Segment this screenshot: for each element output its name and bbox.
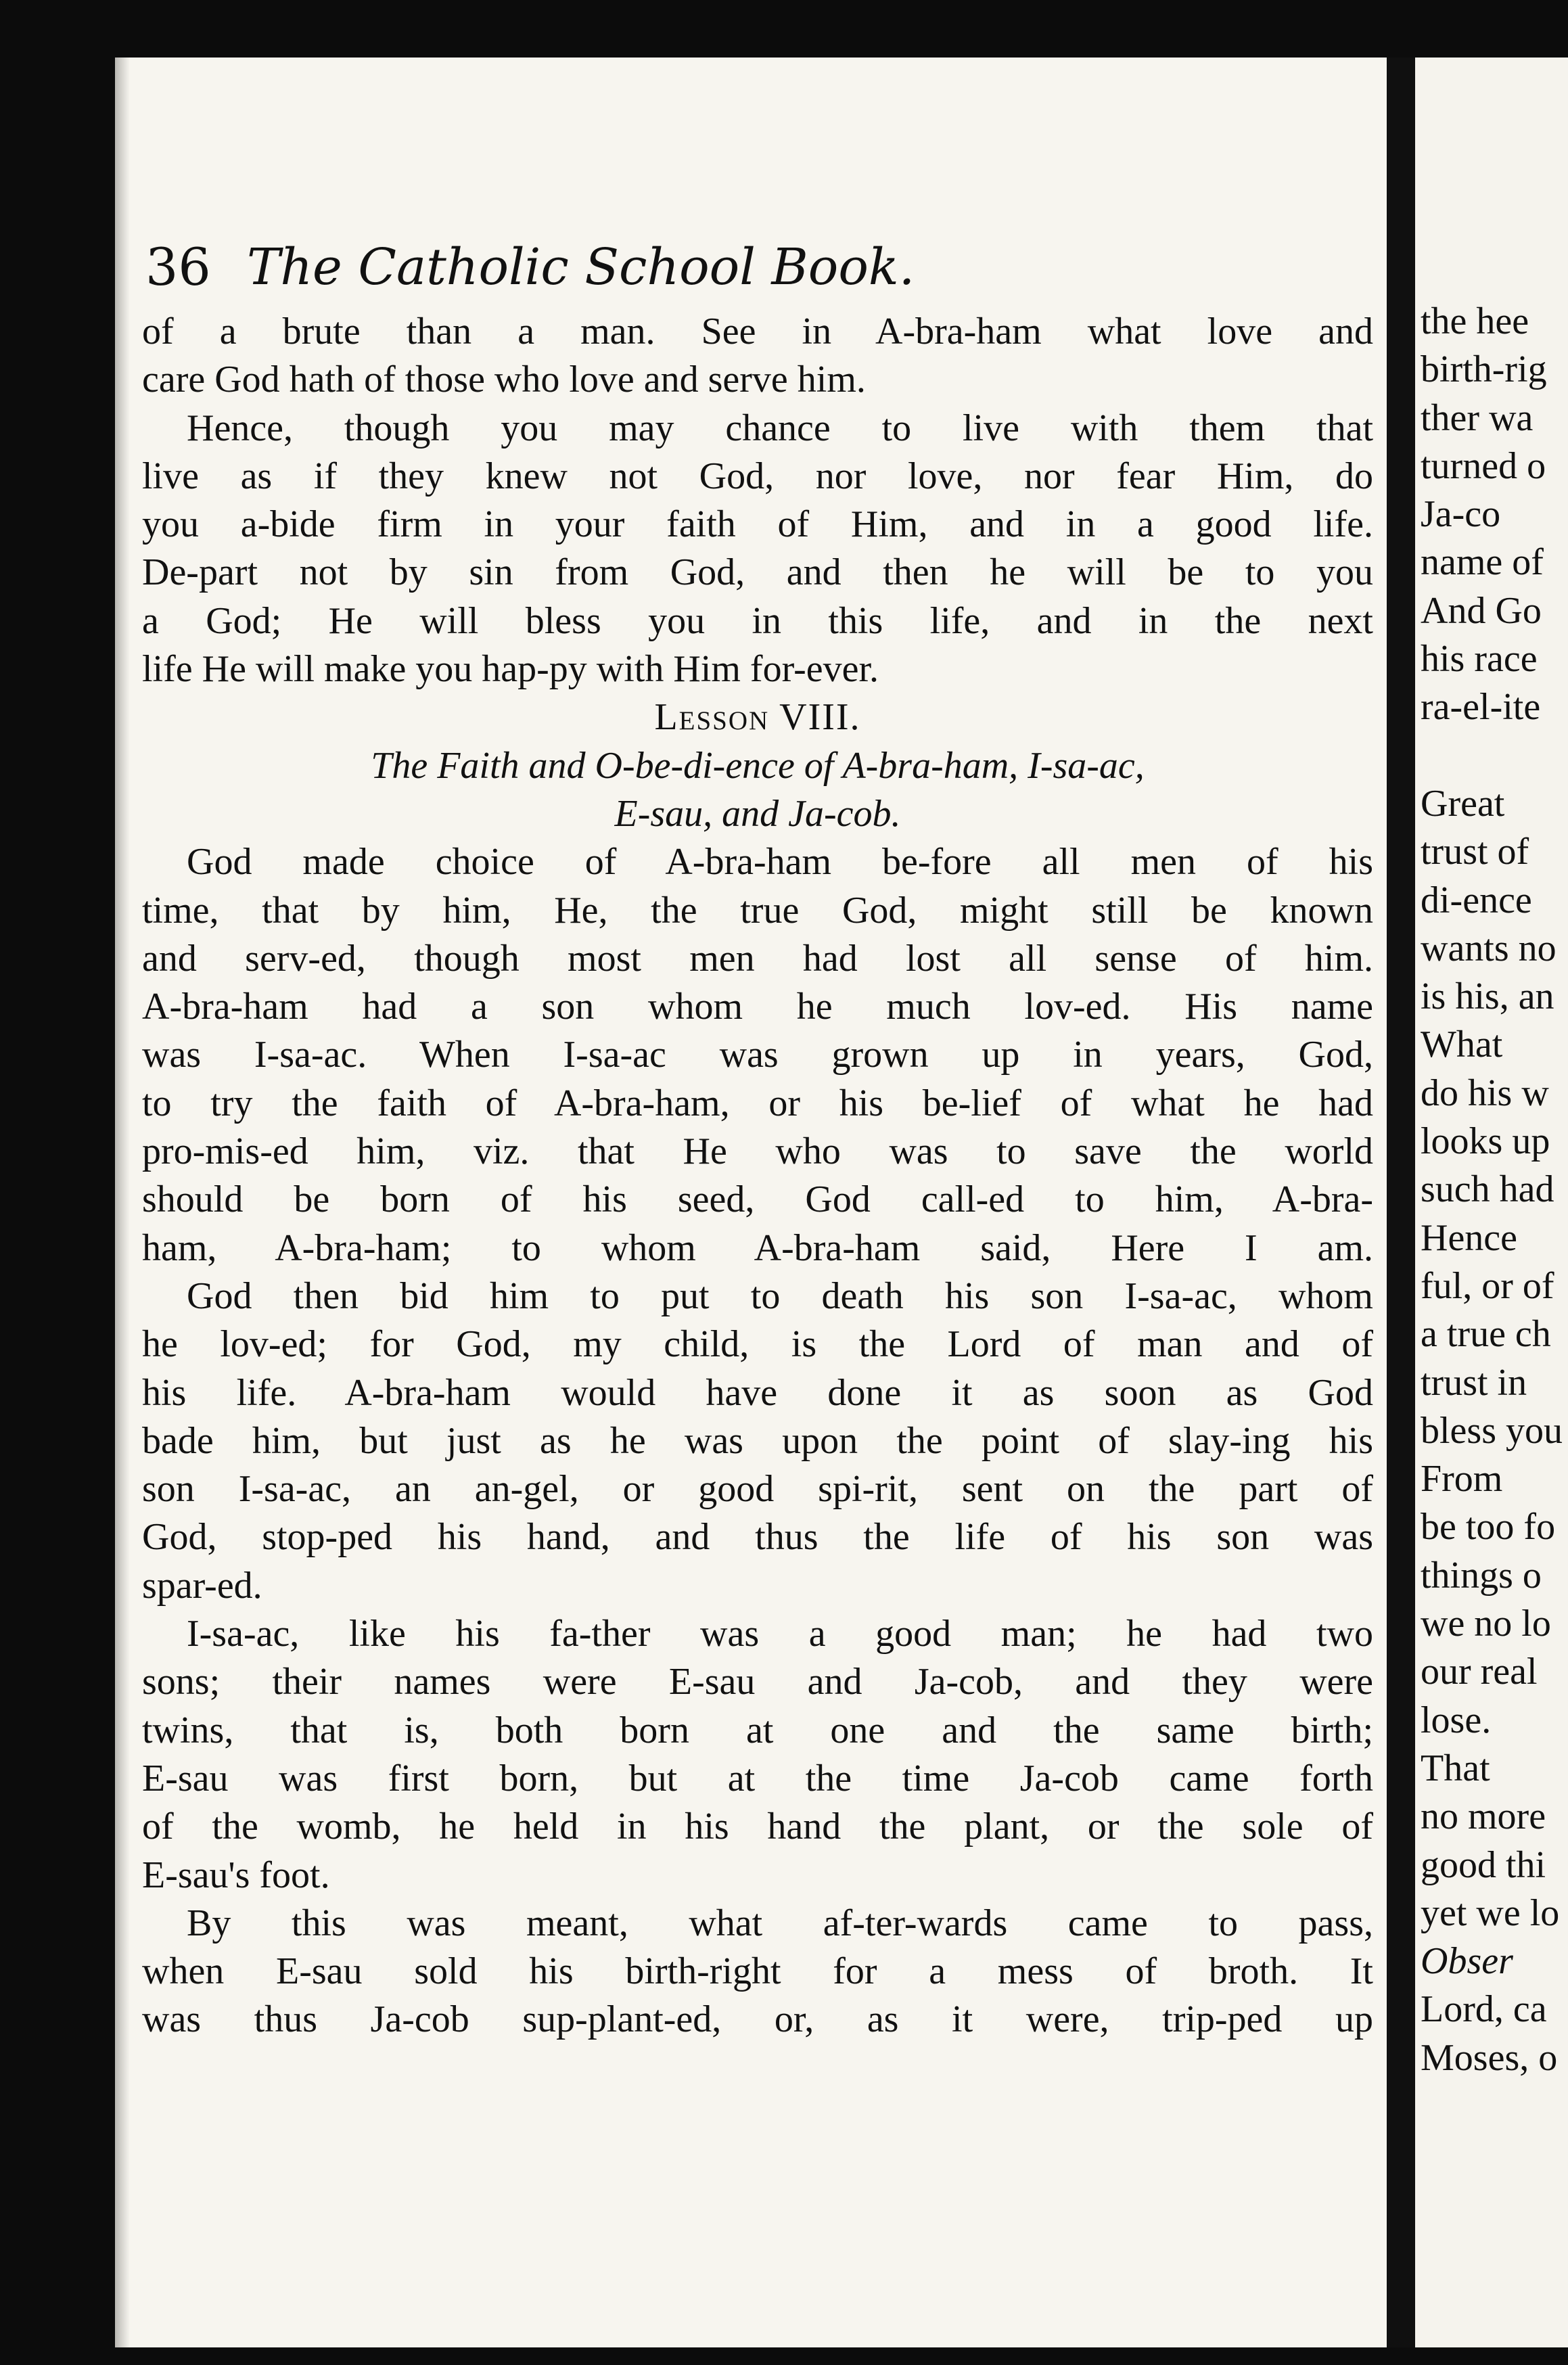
text-line: God, stop-ped his hand, and thus the life of his son was [142, 1516, 1373, 1559]
right-line: a true ch [1421, 1313, 1551, 1356]
text-line: and serv-ed, though most men had lost all sense of him. [142, 937, 1373, 980]
lesson-title: The Faith and O-be-di-ence of A-bra-ham, I-sa-ac, [371, 744, 1145, 787]
text-line: live as if they knew not God, nor love, nor fear Him, do [142, 455, 1373, 497]
text-line: a God; He will bless you in this life, and in the next [142, 599, 1373, 642]
text-line: God made choice of A-bra-ham be-fore all men of his [187, 841, 1373, 883]
text-line: when E-sau sold his birth-right for a mess of broth. It [142, 1950, 1373, 1993]
right-line: That [1421, 1747, 1490, 1789]
text-line: By this was meant, what af-ter-wards came to pass, [187, 1902, 1373, 1944]
right-line: Moses, o [1421, 2036, 1558, 2079]
text-line: son I-sa-ac, an an-gel, or good spi-rit, sent on the part of [142, 1468, 1373, 1511]
page-number: 36 [145, 237, 211, 297]
text-line: sons; their names were E-sau and Ja-cob, and they were [142, 1661, 1373, 1703]
right-line: things o [1421, 1554, 1542, 1597]
right-line: Hence [1421, 1216, 1518, 1259]
right-line: From [1421, 1458, 1503, 1500]
lesson-title-continued: E-sau, and Ja-cob. [614, 792, 901, 835]
text-line: was thus Ja-cob sup-plant-ed, or, as it were, trip-ped up [142, 1998, 1373, 2041]
text-line: care God hath of those who love and serve him. [142, 359, 866, 401]
text-line: he lov-ed; for God, my child, is the Lord of man and of [142, 1323, 1373, 1366]
right-line: Lord, ca [1421, 1988, 1547, 2031]
right-line: such had [1421, 1168, 1554, 1211]
text-line: to try the faith of A-bra-ham, or his be-lief of what he had [142, 1082, 1373, 1124]
text-line: I-sa-ac, like his fa-ther was a good man; he had two [187, 1613, 1373, 1655]
right-line [1415, 732, 1568, 780]
text-line: De-part not by sin from God, and then he will be to you [142, 551, 1373, 594]
text-line: of the womb, he held in his hand the plant, or the sole of [142, 1806, 1373, 1848]
right-line: trust in [1421, 1361, 1527, 1404]
text-line: his life. A-bra-ham would have done it as soon as God [142, 1371, 1373, 1414]
book-gutter [1387, 58, 1415, 2347]
running-title: The Catholic School Book. [247, 238, 915, 296]
text-line: time, that by him, He, the true God, might still be known [142, 889, 1373, 932]
right-line: his race [1421, 638, 1538, 681]
right-line: no more [1421, 1795, 1546, 1838]
right-line: turned o [1421, 444, 1546, 487]
text-line: E-sau's foot. [142, 1854, 330, 1896]
text-line: should be born of his seed, God call-ed to him, A-bra- [142, 1178, 1373, 1221]
right-line: lose. [1421, 1699, 1492, 1741]
text-line: E-sau was first born, but at the time Ja-cob came forth [142, 1757, 1373, 1799]
right-line: name of [1421, 541, 1544, 584]
right-line: we no lo [1421, 1603, 1551, 1645]
text-line: you a-bide firm in your faith of Him, and in a good life. [142, 503, 1373, 546]
right-line: And Go [1421, 589, 1542, 632]
body-text [142, 308, 1373, 2044]
right-line: ful, or of [1421, 1264, 1554, 1307]
right-line: ther wa [1421, 396, 1534, 439]
right-line: ra-el-ite [1421, 686, 1541, 729]
text-line: A-bra-ham had a son whom he much lov-ed. His name [142, 986, 1373, 1028]
right-line: wants no [1421, 927, 1557, 969]
lesson-heading: Lesson VIII. [654, 696, 861, 739]
running-head [145, 233, 1268, 301]
right-line: Obser [1421, 1940, 1513, 1983]
right-line: yet we lo [1421, 1891, 1560, 1934]
right-line: do his w [1421, 1072, 1549, 1114]
text-line: ham, A-bra-ham; to whom A-bra-ham said, Here I am. [142, 1226, 1373, 1269]
right-line: be too fo [1421, 1506, 1556, 1548]
text-line: life He will make you hap-py with Him for-ever. [142, 648, 879, 691]
text-line: God then bid him to put to death his son I-sa-ac, whom [187, 1275, 1373, 1317]
right-page-text [1415, 298, 1568, 2082]
text-line: pro-mis-ed him, viz. that He who was to save the world [142, 1130, 1373, 1173]
right-line: di-ence [1421, 879, 1532, 921]
text-line: bade him, but just as he was upon the point of slay-ing his [142, 1419, 1373, 1462]
text-line: Hence, though you may chance to live with them that [187, 407, 1373, 449]
right-line: looks up [1421, 1120, 1550, 1163]
text-line: twins, that is, both born at one and the same birth; [142, 1709, 1373, 1751]
right-line: our real [1421, 1651, 1538, 1693]
right-line: trust of [1421, 831, 1529, 873]
right-line: What [1421, 1024, 1503, 1066]
right-line: birth-rig [1421, 348, 1547, 391]
text-line: was I-sa-ac. When I-sa-ac was grown up in years, God, [142, 1034, 1373, 1076]
text-line: spar-ed. [142, 1564, 262, 1607]
right-line: Ja-co [1421, 493, 1501, 536]
right-line: good thi [1421, 1843, 1546, 1886]
right-line: the hee [1421, 300, 1529, 342]
right-line: Great [1421, 782, 1505, 825]
right-line: bless you [1421, 1409, 1563, 1452]
text-line: of a brute than a man. See in A-bra-ham what love and [142, 311, 1373, 352]
right-line: is his, an [1421, 975, 1554, 1018]
